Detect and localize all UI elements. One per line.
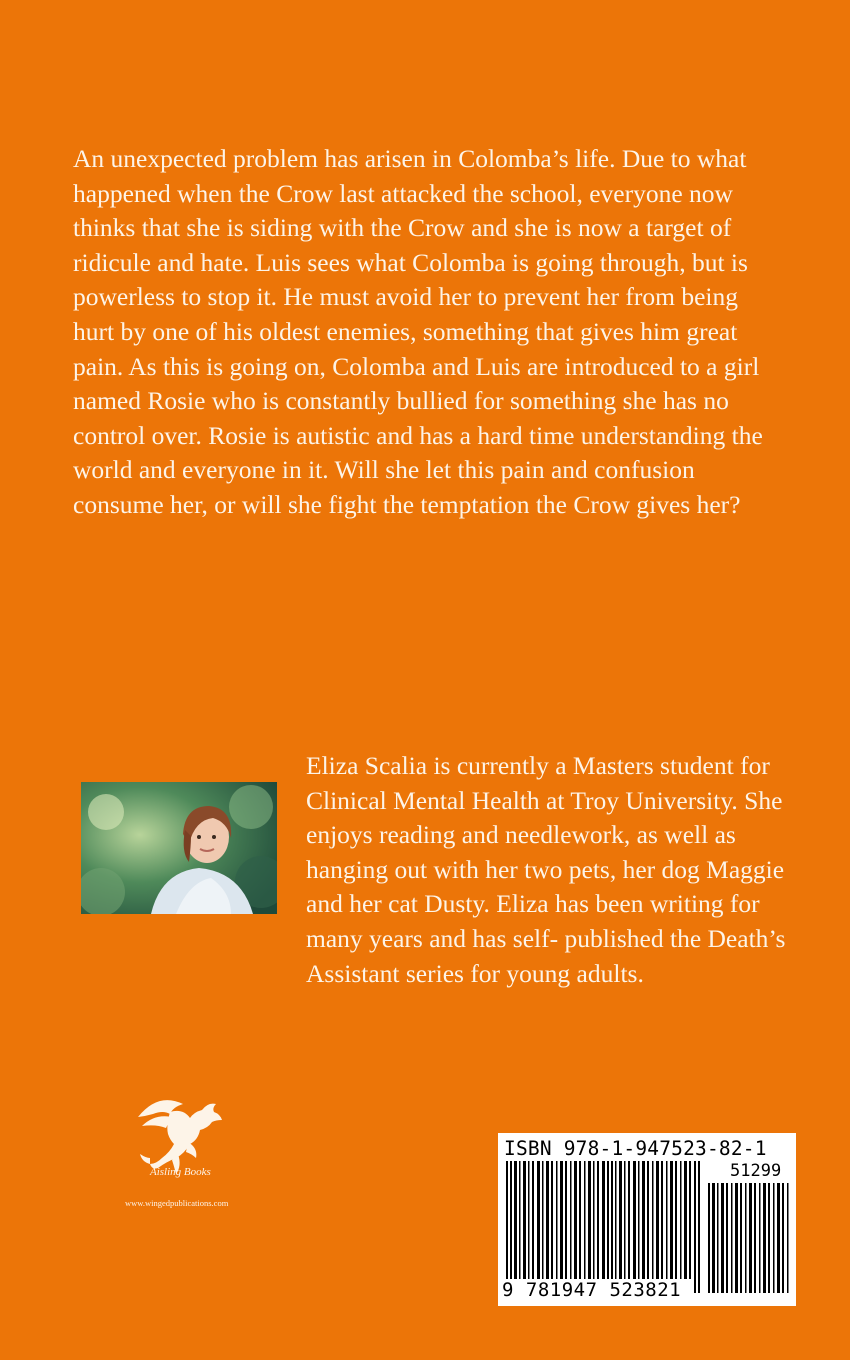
price-code: 51299 <box>730 1161 782 1181</box>
author-photo <box>81 782 277 914</box>
publisher-name: Aisling Books <box>150 1166 211 1178</box>
barcode-digits: 9 781947 523821 <box>502 1279 682 1301</box>
back-cover-blurb: An unexpected problem has arisen in Colomba’s life. Due to what happened when the Crow last attacked the school, everyone now thinks that she is siding with the Crow and she is now a target of ridicule and hate. Luis sees what Colomba is going through, but is powerless to stop it. He must avoid her to prevent her from being hurt by one of his oldest enemies, something that gives him great pain. As this is going on, Colomba and Luis are introduced to a girl named Rosie who is constantly bullied for something she has no control over. Rosie is autistic and has a hard time understanding the world and everyone in it. Will she let this pain and confusion consume her, or will she fight the temptation the Crow gives her? <box>73 144 763 519</box>
isbn-barcode <box>498 1133 796 1306</box>
publisher-website: www.wingedpublications.com <box>125 1198 229 1208</box>
author-bio: Eliza Scalia is currently a Masters student for Clinical Mental Health at Troy University. She enjoys reading and needlework, as well as hanging out with her two pets, her dog Maggie and her cat Dusty. Eliza has been writing for many years and has self- published the Death’s Assistant series for young adults. <box>306 751 786 988</box>
isbn-label: ISBN 978-1-947523-82-1 <box>504 1137 767 1160</box>
